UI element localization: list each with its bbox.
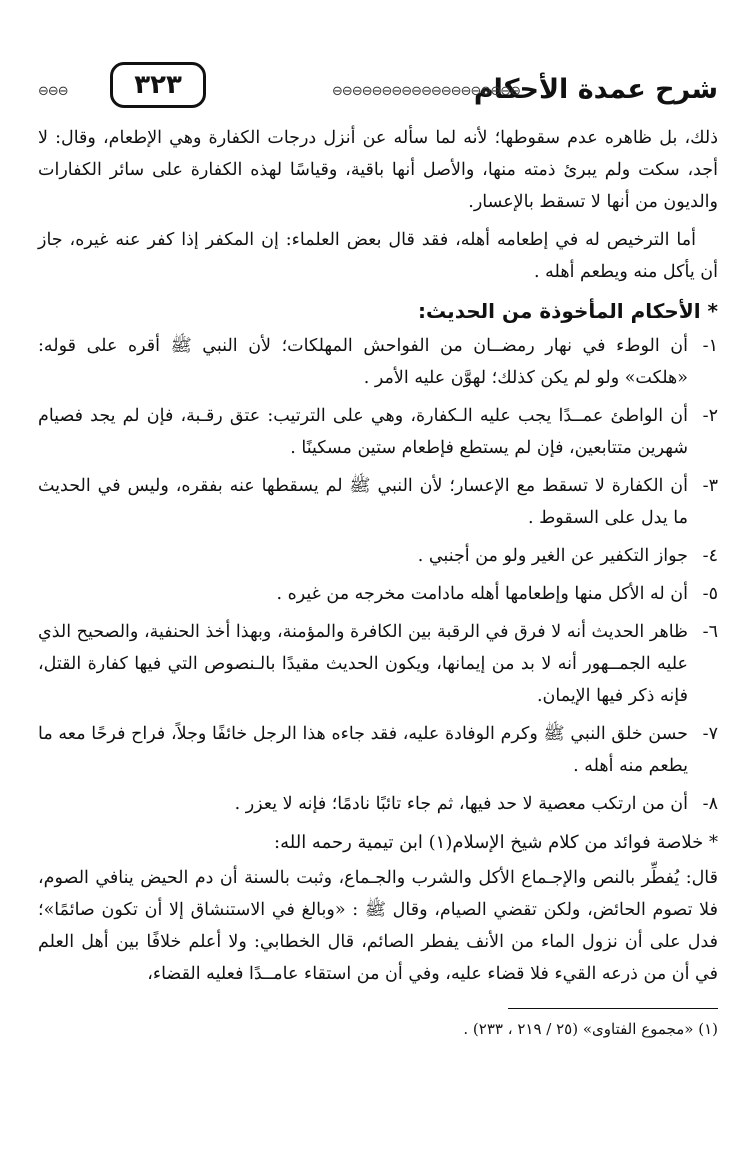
list-item-text: أن من ارتكب معصية لا حد فيها، ثم جاء تائبًا نادمًا؛ فإنه لا يعزر .: [234, 794, 688, 814]
list-item: [38, 788, 718, 820]
list-item-number: ٥-: [702, 584, 718, 604]
list-item: [38, 616, 718, 712]
rulings-list: [38, 330, 718, 820]
summary-paragraph: قال: يُفطِّر بالنص والإجـماع الأكل والشرب والجـماع، وثبت بالسنة أن دم الحيض ينافي الصوم، فلا تصوم الحائض، ولكن تقضي الصيام، وقال ﷺ : «وبالغ في الاستنشاق إلا أن تكون صائمًا»؛ فدل على أن نزول الماء من الأنف يفطر الصائم، قال الخطابي: ولا أعلم خلافًا بين أهل العلم في أن من ذرعه القيء فلا قضاء عليه، وفي أن من استقاء عامــدًا فعليه القضاء،: [38, 868, 718, 984]
list-item: [38, 400, 718, 464]
list-item: [38, 578, 718, 610]
footnote: (١) «مجموع الفتاوى» (٢٥ / ٢١٩ ، ٢٣٣) .: [463, 1020, 718, 1038]
page-header: [38, 52, 718, 122]
list-item-text: أن الكفارة لا تسقط مع الإعسار؛ لأن النبي ﷺ لم يسقطها عنه بفقره، وليس في الحديث ما يدل على السقوط .: [38, 476, 688, 528]
list-item-number: ٤-: [702, 546, 718, 566]
paragraph: ذلك، بل ظاهره عدم سقوطها؛ لأنه لما سأله عن أنزل درجات الكفارة وهي الإطعام، وقال: لا أجد، سكت ولم يبرئ ذمته منها، والأصل أنها باقية، وقياسًا لهذه الكفارة على سائر الكفارات والديون من أنها لا تسقط بالإعسار.: [38, 128, 718, 212]
list-item-text: حسن خلق النبي ﷺ وكرم الوفادة عليه، فقد جاءه هذا الرجل خائفًا وجلاً، فراح فرحًا معه ما يطعم منه أهله .: [38, 724, 688, 776]
list-item-number: ٦-: [702, 622, 718, 642]
list-item-text: ظاهر الحديث أنه لا فرق في الرقبة بين الكافرة والمؤمنة، وبهذا أخذ الحنفية، والصحيح الذي عليه الجمــهور أنه لا بد من إيمانها، ويكون الحديث مقيدًا بالـنصوص التي فيها كفارة القتل، فإنه ذكر فيها الإيمان.: [38, 622, 688, 706]
page-number: ٣٢٣: [110, 62, 206, 108]
paragraph: أما الترخيص له في إطعامه أهله، فقد قال بعض العلماء: إن المكفر إذا كفر عنه غيره، جاز أن يأكل منه ويطعم أهله .: [38, 230, 718, 282]
summary-heading: * خلاصة فوائد من كلام شيخ الإسلام(١) ابن تيمية رحمه الله:: [274, 832, 718, 853]
header-ornament-small-icon: ⊖⊖⊖: [38, 84, 68, 99]
list-item-text: أن الواطئ عمــدًا يجب عليه الـكفارة، وهي على الترتيب: عتق رقـبة، فإن لم يجد فصيام شهرين متتابعين، فإن لم يستطع فإطعام ستين مسكينًا .: [38, 406, 688, 458]
list-item-number: ٢-: [702, 406, 718, 426]
list-item-number: ٨-: [702, 794, 718, 814]
list-item: [38, 470, 718, 534]
list-item-number: ٧-: [702, 724, 718, 744]
list-item-text: أن له الأكل منها وإطعامها أهله مادامت مخرجه من غيره .: [276, 584, 688, 604]
footnote-divider: [508, 1008, 718, 1009]
list-item: [38, 330, 718, 394]
book-title: شرح عمدة الأحكام: [473, 74, 718, 105]
list-item-text: أن الوطء في نهار رمضــان من الفواحش المهلكات؛ لأن النبي ﷺ أقره على قوله: «هلكت» ولو لم يكن كذلك؛ لهوَّن عليه الأمر .: [38, 336, 688, 388]
list-item-text: جواز التكفير عن الغير ولو من أجنبي .: [417, 546, 688, 566]
list-item: [38, 718, 718, 782]
section-heading: * الأحكام المأخوذة من الحديث:: [418, 299, 718, 323]
list-item-number: ١-: [702, 336, 718, 356]
header-ornament-icon: ⊖⊖⊖⊖⊖⊖⊖⊖⊖⊖⊖⊖⊖⊖⊖⊖⊖⊖⊖: [332, 84, 520, 99]
list-item-number: ٣-: [702, 476, 718, 496]
book-page: [38, 52, 718, 1041]
list-item: [38, 540, 718, 572]
